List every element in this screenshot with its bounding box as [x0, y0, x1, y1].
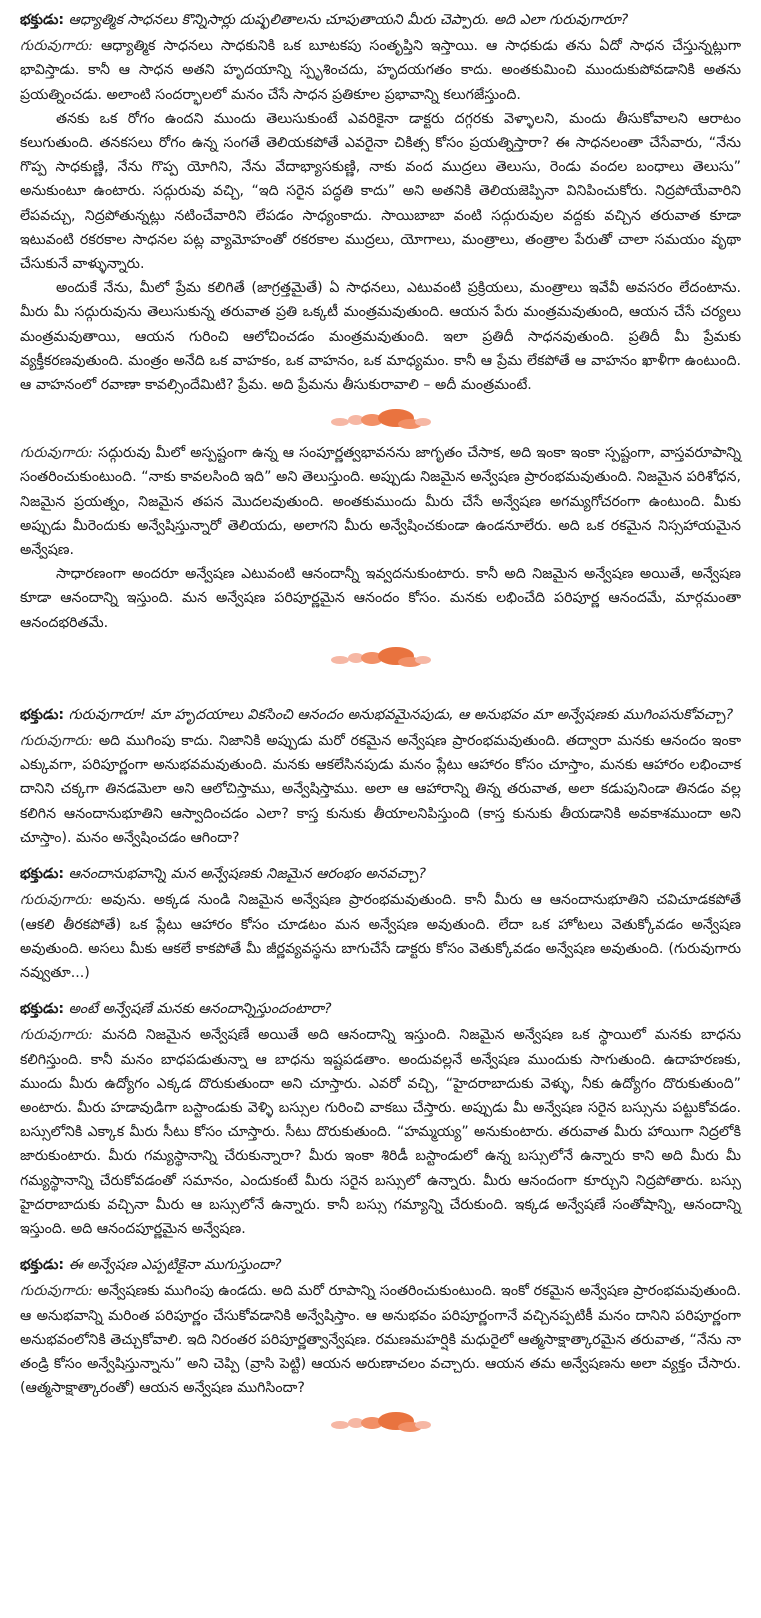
devotee-label: భక్తుడు:	[20, 866, 65, 883]
guru-label: గురువుగారు:	[20, 733, 94, 750]
flower-ornament-icon	[326, 1407, 436, 1437]
answer-5	[20, 1023, 741, 1241]
flower-divider	[20, 1402, 741, 1442]
guru-label: గురువుగారు:	[20, 1283, 94, 1300]
answer-6	[20, 1279, 741, 1400]
answer-text: ఆధ్యాత్మిక సాధనలు సాధకునికి ఒక బూటకపు సంతృప్తిని ఇస్తాయి. ఆ సాధకుడు తను ఏదో సాధన చేస్తున్నట్లుగా భావిస్తాడు. కానీ ఆ సాధన అతని హృదయాన్ని స్పృశించదు, హృదయగతం కాదు. అంతకుమించి ముందుకుపోవడానికి అతను ప్రయత్నించడు. అలాంటి సందర్భాలలో మనం చేసే సాధన ప్రతికూల ప్రభావాన్ని కలుగజేస్తుంది.	[20, 38, 742, 103]
flower-divider	[20, 637, 741, 677]
guru-label: గురువుగారు:	[20, 445, 94, 462]
guru-label: గురువుగారు:	[20, 1027, 94, 1044]
question-5	[20, 1253, 741, 1277]
question-3	[20, 862, 741, 886]
flower-ornament-icon	[326, 404, 436, 434]
question-text: ఈ అన్వేషణ ఎప్పటికైనా ముగుస్తుందా?	[68, 1257, 282, 1274]
paragraph: సాధారణంగా అందరూ అన్వేషణ ఎటువంటి ఆనందాన్నీ ఇవ్వదనుకుంటారు. కానీ అది నిజమైన అన్వేషణ అయితే, అన్వేషణ కూడా ఆనందాన్ని ఇస్తుంది. మన అన్వేషణ పరిపూర్ణమైన ఆనందం కోసం. మనకు లభించేది పరిపూర్ణ ఆనందమే, మార్గమంతా ఆనందభరితమే.	[20, 566, 741, 631]
question-2	[20, 703, 741, 727]
answer-2	[20, 441, 741, 562]
devotee-label: భక్తుడు:	[20, 706, 65, 723]
paragraph: అందుకే నేను, మీలో ప్రేమ కలిగితే (జాగ్రత్తమైతే) ఏ సాధనలు, ఎటువంటి ప్రక్రియలు, మంత్రాలు ఇవేవీ అవసరం లేదంటాను. మీరు మీ సద్గురువును తెలుసుకున్న తరువాత ప్రతి ఒక్కటీ మంత్రమవుతుంది. ఆయన పేరు మంత్రమవుతుంది, ఆయన చేసే చర్యలు మంత్రమవుతాయి, ఆయన గురించి ఆలోచించడం మంత్రమవుతుంది. ఇలా ప్రతిదీ సాధనవుతుంది. ప్రతిదీ మీ ప్రేమకు వ్యక్తీకరణవుతుంది. మంత్రం అనేది ఒక వాహకం, ఒక వాహనం, ఒక మాధ్యమం. కానీ ఆ ప్రేమ లేకపోతే ఆ వాహనం ఖాళీగా ఉంటుంది. ఆ వాహనంలో రవాణా కావల్సిందేమిటి? ప్రేమ. అది ప్రేమను తీసుకురావాలి – అదీ మంత్రమంటే.	[20, 280, 741, 394]
guru-label: గురువుగారు:	[20, 892, 94, 909]
flower-divider	[20, 399, 741, 439]
devotee-label: భక్తుడు:	[20, 1257, 65, 1274]
answer-text: అది ముగింపు కాదు. నిజానికి అప్పుడు మరో రకమైన అన్వేషణ ప్రారంభమవుతుంది. తద్వారా మనకు ఆనందం ఇంకా ఎక్కువగా, పరిపూర్ణంగా అనుభవమవుతుంది. మనకు ఆకలేసినపుడు మనం ప్లేటు ఆహారం కోసం చూస్తాం, మనకు ఆహారం లభించాక దానిని చక్కగా తినడమెలా అని ఆలోచిస్తాము, అన్వేషిస్తాము. అలా ఆ ఆహారాన్ని తిన్న తరువాత, అలా కడుపునిండా తినడం వల్ల కలిగిన ఆనందానుభూతిని ఆస్వాదించడం ఎలా? కాస్త కునుకు తీయాలనిపిస్తుంది (కాస్త కునుకు తీయడానికి అవకాశముందా అని చూస్తాం). మనం అన్వేషించడం ఆగిందా?	[20, 733, 741, 846]
question-1	[20, 8, 741, 32]
devotee-label: భక్తుడు:	[20, 1001, 65, 1018]
answer-text: అవును. అక్కడ నుండి నిజమైన అన్వేషణ ప్రారంభమవుతుంది. కానీ మీరు ఆ ఆనందానుభూతిని చవిచూడకపోతే (ఆకలి తీరకపోతే) ఒక ప్లేటు ఆహారం కోసం చూడటం మన అన్వేషణ అవుతుంది. లేదా ఒక హోటలు వెతుక్కోవడం అన్వేషణ అవుతుంది. అసలు మీకు ఆకలే కాకపోతే మీ జీర్ణవ్యవస్థను బాగుచేసే డాక్టరు కోసం వెతుక్కోవడం అన్వేషణ అవుతుంది. (గురువుగారు నవ్వుతూ...)	[20, 892, 741, 981]
question-text: అంటే అన్వేషణే మనకు ఆనందాన్నిస్తుందంటారా?	[68, 1001, 332, 1018]
devotee-label: భక్తుడు:	[20, 12, 65, 28]
question-text: ఆధ్యాత్మిక సాధనలు కొన్నిసార్లు దుష్ఫలితాలను చూపుతాయని మీరు చెప్పారు. అది ఎలా గురువుగారూ?	[68, 12, 629, 28]
answer-text: అన్వేషణకు ముగింపు ఉండదు. అది మరో రూపాన్ని సంతరించుకుంటుంది. ఇంకో రకమైన అన్వేషణ ప్రారంభమవుతుంది. ఆ అనుభవాన్ని మరింత పరిపూర్ణం చేసుకోవడానికి అన్వేషిస్తాం. ఆ అనుభవం పరిపూర్ణంగానే వచ్చినప్పటికీ మనం దానిని పరిపూర్ణంగా అనుభవంలోనికి తెచ్చుకోవాలి. ఇది నిరంతర పరిపూర్ణత్వాన్వేషణ. రమణమహర్షికి మధురైలో ఆత్మసాక్షాత్కారమైన తరువాత, “నేను నా తండ్రి కోసం అన్వేషిస్తున్నాను” అని చెప్పి (వ్రాసి పెట్టి) ఆయన అరుణాచలం వచ్చారు. ఆయన తమ అన్వేషణను అలా వ్యక్తం చేసారు. (ఆత్మసాక్షాత్కారంతో) ఆయన అన్వేషణ ముగిసిందా?	[20, 1283, 741, 1397]
question-4	[20, 997, 741, 1021]
answer-text: సద్గురువు మీలో అస్పష్టంగా ఉన్న ఆ సంపూర్ణత్వభావనను జాగృతం చేసాక, అది ఇంకా ఇంకా స్పష్టంగా, వాస్తవరూపాన్ని సంతరించుకుంటుంది. “నాకు కావలసింది ఇది” అని తెలుస్తుంది. అప్పుడు నిజమైన అన్వేషణ ప్రారంభమవుతుంది. నిజమైన పరిశోధన, నిజమైన ప్రయత్నం, నిజమైన తపన మొదలవుతుంది. అంతకుముందు మీరు చేసే అన్వేషణ అగమ్యగోచరంగా ఉంటుంది. మీకు అప్పుడు మీరెందుకు అన్వేషిస్తున్నారో తెలియదు, అలాగని మీరు అన్వేషించకుండా ఉండనూలేరు. అది ఒక రకమైన నిస్సహాయమైన అన్వేషణ.	[20, 445, 741, 559]
answer-3	[20, 729, 741, 850]
flower-ornament-icon	[326, 642, 436, 672]
answer-4	[20, 888, 741, 985]
paragraph: తనకు ఒక రోగం ఉందని ముందు తెలుసుకుంటే ఎవరికైనా డాక్టరు దగ్గరకు వెళ్ళాలని, మందు తీసుకోవాలని ఆరాటం కలుగుతుంది. తనకసలు రోగం ఉన్న సంగతే తెలియకపోతే ఎవరైనా చికిత్స కోసం ప్రయత్నిస్తారా? ఈ సాధనలంతా చేసేవారు, “నేను గొప్ప సాధకుణ్ణి, నేను గొప్ప యోగిని, నేను వేదాభ్యాసకుణ్ణి, నాకు వంద ముద్రలు తెలుసు, రెండు వందల బంధాలు తెలుసు” అనుకుంటూ ఉంటారు. సద్గురువు వచ్చి, “ఇది సరైన పద్ధతి కాదు” అని అతనికి తెలియజెప్పినా వినిపించుకోరు. నిద్రపోయేవారిని లేపవచ్చు, నిద్రపోతున్నట్లు నటించేవారిని లేపడం సాధ్యంకాదు. సాయిబాబా వంటి సద్గురువుల వద్దకు వచ్చిన తరువాత కూడా ఇటువంటి రకరకాల సాధనల పట్ల వ్యామోహంతో రకరకాల ముద్రలు, యోగాలు, మంత్రాలు, తంత్రాల పేరుతో చాలా సమయం వృథా చేసుకునే వాళ్ళున్నారు.	[20, 110, 741, 273]
answer-text: మనది నిజమైన అన్వేషణే అయితే అది ఆనందాన్ని ఇస్తుంది. నిజమైన అన్వేషణ ఒక స్థాయిలో మనకు బాధను కలిగిస్తుంది. కానీ మనం బాధపడుతున్నా ఆ బాధను ఇష్టపడతాం. అందువల్లనే అన్వేషణ ముందుకు సాగుతుంది. ఉదాహరణకు, ముందు మీరు ఉద్యోగం ఎక్కడ దొరుకుతుందా అని చూస్తారు. ఎవరో వచ్చి, “హైదరాబాదుకు వెళ్ళు, నీకు ఉద్యోగం దొరుకుతుంది” అంటారు. మీరు హడావుడిగా బస్టాండుకు వెళ్ళి బస్సుల గురించి వాకబు చేస్తారు. అప్పుడు మీ అన్వేషణ సరైన బస్సును పట్టుకోవడం. బస్సులోనికి ఎక్కాక మీరు సీటు కోసం చూస్తారు. సీటు దొరుకుతుంది. “హమ్మయ్య” అనుకుంటారు. తరువాత మీరు హాయిగా నిద్రలోకి జారుకుంటారు. మీరు గమ్యస్థానాన్ని చేరుకున్నారా? మీరు ఇంకా శిరిడీ బస్టాండులో ఉన్న బస్సులోనే ఉన్నారు కాని అది మీరు మీ గమ్యస్థానాన్ని చేరుకోవడంతో సమానం, ఎందుకంటే మీరు సరైన బస్సులో ఉన్నారు. మీరు ఆనందంగా కూర్చుని నిద్రపోతారు. బస్సు హైదరాబాదుకు వచ్చినా మీరు ఆ బస్సులోనే ఉన్నారు. కానీ బస్సు గమ్యాన్ని చేరుకుంది. ఇక్కడ అన్వేషణే సంతోషాన్ని, ఆనందాన్ని ఇస్తుంది. అది ఆనందపూర్ణమైన అన్వేషణ.	[20, 1027, 741, 1237]
question-text: ఆనందానుభవాన్ని మన అన్వేషణకు నిజమైన ఆరంభం అనవచ్చా?	[68, 866, 427, 883]
question-text: గురువుగారూ! మా హృదయాలు వికసించి ఆనందం అనుభవమైనపుడు, ఆ అనుభవం మా అన్వేషణకు ముగింపనుకోవచ్చా?	[68, 706, 734, 723]
answer-1	[20, 34, 741, 107]
guru-label: గురువుగారు:	[20, 38, 94, 55]
